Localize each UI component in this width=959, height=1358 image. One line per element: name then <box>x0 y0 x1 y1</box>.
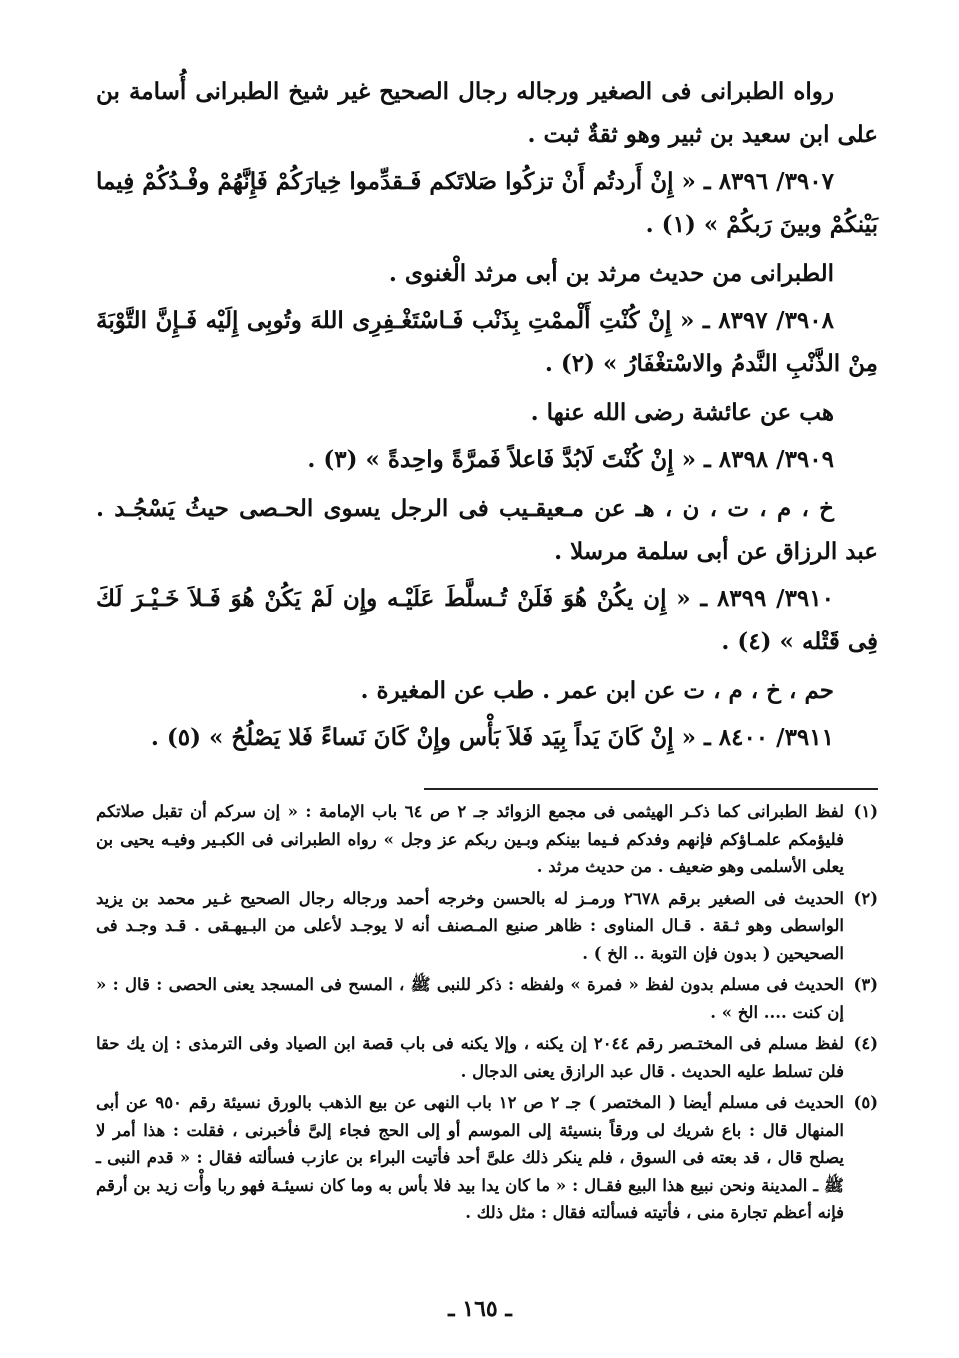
hadith-3909: ٣٩٠٩/ ٨٣٩٨ ـ « إِنْ كُنْتَ لَابُدَّ فَاعلاً فَمرَّةً واحِدةً » (٣) . <box>307 446 834 473</box>
page-number: ـ ١٦٥ ـ <box>448 1296 512 1322</box>
footnote-number: (٣) <box>853 975 878 994</box>
paragraph-source-tabarani-1: رواه الطبرانى فى الصغير ورجاله رجال الصحيح غير شيخ الطبرانى أُسامة بن على ابن سعيد بن ثبير وهو ثقةٌ ثبت . <box>96 78 878 148</box>
footnote-2 <box>96 885 878 968</box>
footnote-1 <box>96 798 878 881</box>
footnote-number: (١) <box>853 802 878 821</box>
footnote-number: (٤) <box>853 1034 878 1053</box>
hadith-3908: ٣٩٠٨/ ٨٣٩٧ ـ « إِنْ كُنْتِ أَلْممْتِ بِذَنْب فَـاسْتَغْـفِرِى اللهَ وتُوبِى إِلَيْه فَـإِنَّ التَّوْبَةَ مِنْ الذَّنْبِ النَّدمُ والاسْتغْفَارُ » (٢) . <box>96 307 878 377</box>
footnote-3 <box>96 971 878 1026</box>
footnote-divider <box>424 788 878 790</box>
footnote-text: الحديث فى مسلم أيضا ( المختصر ) جـ ٢ ص ١٢ باب النهى عن بيع الذهب بالورق نسيئة رقم ٩٥٠ عن أبى المنهال قال : باع شريك لى ورقاً بنسيئة إلى الموسم أو إلى الحج فجاء إلىَّ فأخبرنى ، فقلت : هذا أمر لا يصلح قال ، قد بعته فى السوق ، فلم ينكر ذلك علىَّ أحد فأتيت البراء بن عازب فسألته فقال : « قدم النبى ـ ﷺ ـ المدينة ونحن نبيع هذا البيع فقـال : « ما كان يدا بيد فلا بأس به وما كان نسيئـة فهو ربا وأْت زيد بن أرقم فإنه أعظم تجارة منى ، فأتيته فسألته فقال : مثل ذلك . <box>96 1093 844 1222</box>
main-text <box>96 70 878 759</box>
paragraph-source-muayqib: خ ، م ، ت ، ن ، هـ عن مـعيقـيب فى الرجل يسوى الحـصى حيثُ يَسْجُـد . عبد الرزاق عن أبى سلمة مرسلا . <box>96 495 878 565</box>
footnote-text: لفظ الطبرانى كما ذكـر الهيثمى فى مجمع الزوائد جـ ٢ ص ٦٤ باب الإمامة : « إن سركم أن تقبل صلاتكم فليؤمكم علمـاؤكم فإنهم وفدكم فـيما بينكم وبـين ربكم عز وجل » رواه الطبرانى فى الكبـير وفيـه يحيى بن يعلى الأسلمى وهو ضعيف . من حديث مرثد . <box>96 802 844 876</box>
footnote-number: (٥) <box>853 1093 878 1112</box>
footnote-text: لفظ مسلم فى المختـصر رقم ٢٠٤٤ إن يكنه ، وإلا يكنه فى باب قصة ابن الصياد وفى الترمذى : إن يك حقا فلن تسلط عليه الحديث . قال عبد الرازق يعنى الدجال . <box>96 1034 844 1081</box>
footnote-number: (٢) <box>853 888 878 908</box>
paragraph-source-aisha: هب عن عائشة رضى الله عنها . <box>530 399 834 426</box>
footnote-text: الحديث فى الصغير برقم ٢٦٧٨ ورمـز له بالحسن وخرجه أحمد ورجاله رجال الصحيح غـير محمد بن يزيد الواسطى وهو ثـقة . قـال المناوى : ظاهر صنيع المـصنف أنه لا يوجـد لأعلى من البـيهـقى . قـد وجـد فى الصحيحين ( بدون فإن التوبة .. الخ ) . <box>96 888 844 963</box>
footnote-4 <box>96 1030 878 1085</box>
hadith-3907: ٣٩٠٧/ ٨٣٩٦ ـ « إِنْ أَردتُم أَنْ تزكُوا صَلاتَكم فَـقدِّموا خِيارَكُمْ فَإِنَّهُمْ وفْـدُكُمْ فِيما بَيْنكُمْ وبينَ رَبكُمْ » (١) . <box>96 168 878 238</box>
footnote-5 <box>96 1089 878 1227</box>
footnote-text: الحديث فى مسلم بدون لفظ « فمرة » ولفظه : ذكر للنبى ﷺ ، المسح فى المسجد يعنى الحصى : قال : « إن كنت .... الخ » . <box>96 975 844 1022</box>
paragraph-source-ibn-umar: حم ، خ ، م ، ت عن ابن عمر . طب عن المغيرة . <box>360 677 834 704</box>
paragraph-source-tabarani-2: الطبرانى من حديث مرثد بن أبى مرثد الْغنوى . <box>388 260 834 287</box>
footnotes <box>96 798 878 1231</box>
hadith-3910: ٣٩١٠/ ٨٣٩٩ ـ « إِن يكُنْ هُوَ فَلَنْ تُـسلَّطَ عَلَيْـه وإِن لَمْ يَكُنْ هُوَ فَـلاَ خَـيْـرَ لَكَ فِى قَتْله » (٤) . <box>96 585 878 655</box>
hadith-3911: ٣٩١١/ ٨٤٠٠ ـ « إِنْ كَانَ يَداً بِيَد فَلاَ بَأْس وإِنْ كَانَ نَساءً فَلا يَصْلُحُ » (٥) . <box>150 724 834 751</box>
